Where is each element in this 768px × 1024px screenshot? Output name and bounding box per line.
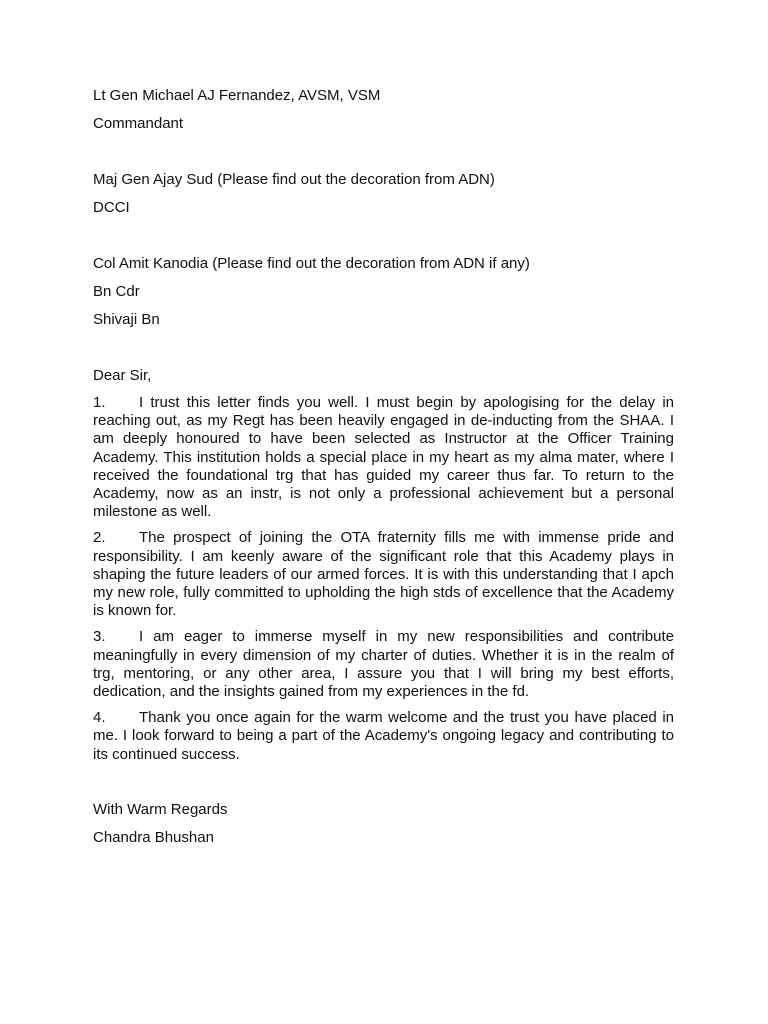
paragraph-text: I am eager to immerse myself in my new responsibilities and contribute meaningfully in every dimension of my charter of duties. Whether it is in the realm of trg, mentoring, or any other area, I assure you that I will bring my best efforts, dedication, and the insights gained from my experiences in the fd. — [93, 628, 674, 701]
paragraph-2 — [93, 529, 674, 620]
signature-name: Chandra Bhushan — [93, 828, 214, 846]
paragraph-text: The prospect of joining the OTA fraternity fills me with immense pride and responsibility. I am keenly aware of the significant role that this Academy plays in shaping the future leaders of our armed forces. It is with this understanding that I apch my new role, fully committed to upholding the high stds of excellence that the Academy is known for. — [93, 529, 674, 620]
paragraph-number: 1. — [93, 394, 106, 411]
closing-phrase: With Warm Regards — [93, 800, 228, 818]
recipient-block-dcci — [93, 170, 674, 218]
paragraph-text: I trust this letter finds you well. I must begin by apologising for the delay in reaching out, as my Regt has been heavily engaged in de-inducting from the SHAA. I am deeply honoured to have been selected as Instructor at the Officer Training Academy. This institution holds a special place in my heart as my alma mater, where I received the foundational trg that has guided my career thus far. To return to the Academy, now as an instr, is not only a professional achievement but a personal milestone as well. — [93, 394, 674, 521]
paragraph-number: 2. — [93, 529, 106, 547]
salutation: Dear Sir, — [93, 367, 152, 384]
paragraph-number: 4. — [93, 709, 106, 727]
paragraph-text: Thank you once again for the warm welcome and the trust you have placed in me. I look forward to being a part of the Academy's ongoing legacy and contributing to its continued success. — [93, 709, 674, 763]
recipient-appointment: Commandant — [93, 115, 184, 132]
recipient-block-commandant — [93, 86, 674, 134]
paragraph-3 — [93, 628, 674, 701]
recipient-name: Lt Gen Michael AJ Fernandez, AVSM, VSM — [93, 87, 381, 104]
recipient-appointment: Bn Cdr — [93, 283, 140, 300]
recipient-unit: Shivaji Bn — [93, 311, 160, 328]
recipient-name: Maj Gen Ajay Sud (Please find out the decoration from ADN) — [93, 171, 495, 188]
paragraph-1 — [93, 394, 674, 521]
letter-document — [93, 86, 674, 848]
paragraph-4 — [93, 709, 674, 764]
closing-block — [93, 800, 674, 848]
recipient-appointment: DCCI — [93, 199, 130, 216]
recipient-name: Col Amit Kanodia (Please find out the decoration from ADN if any) — [93, 255, 530, 272]
recipient-block-bn-cdr — [93, 254, 674, 330]
paragraph-number: 3. — [93, 628, 106, 646]
